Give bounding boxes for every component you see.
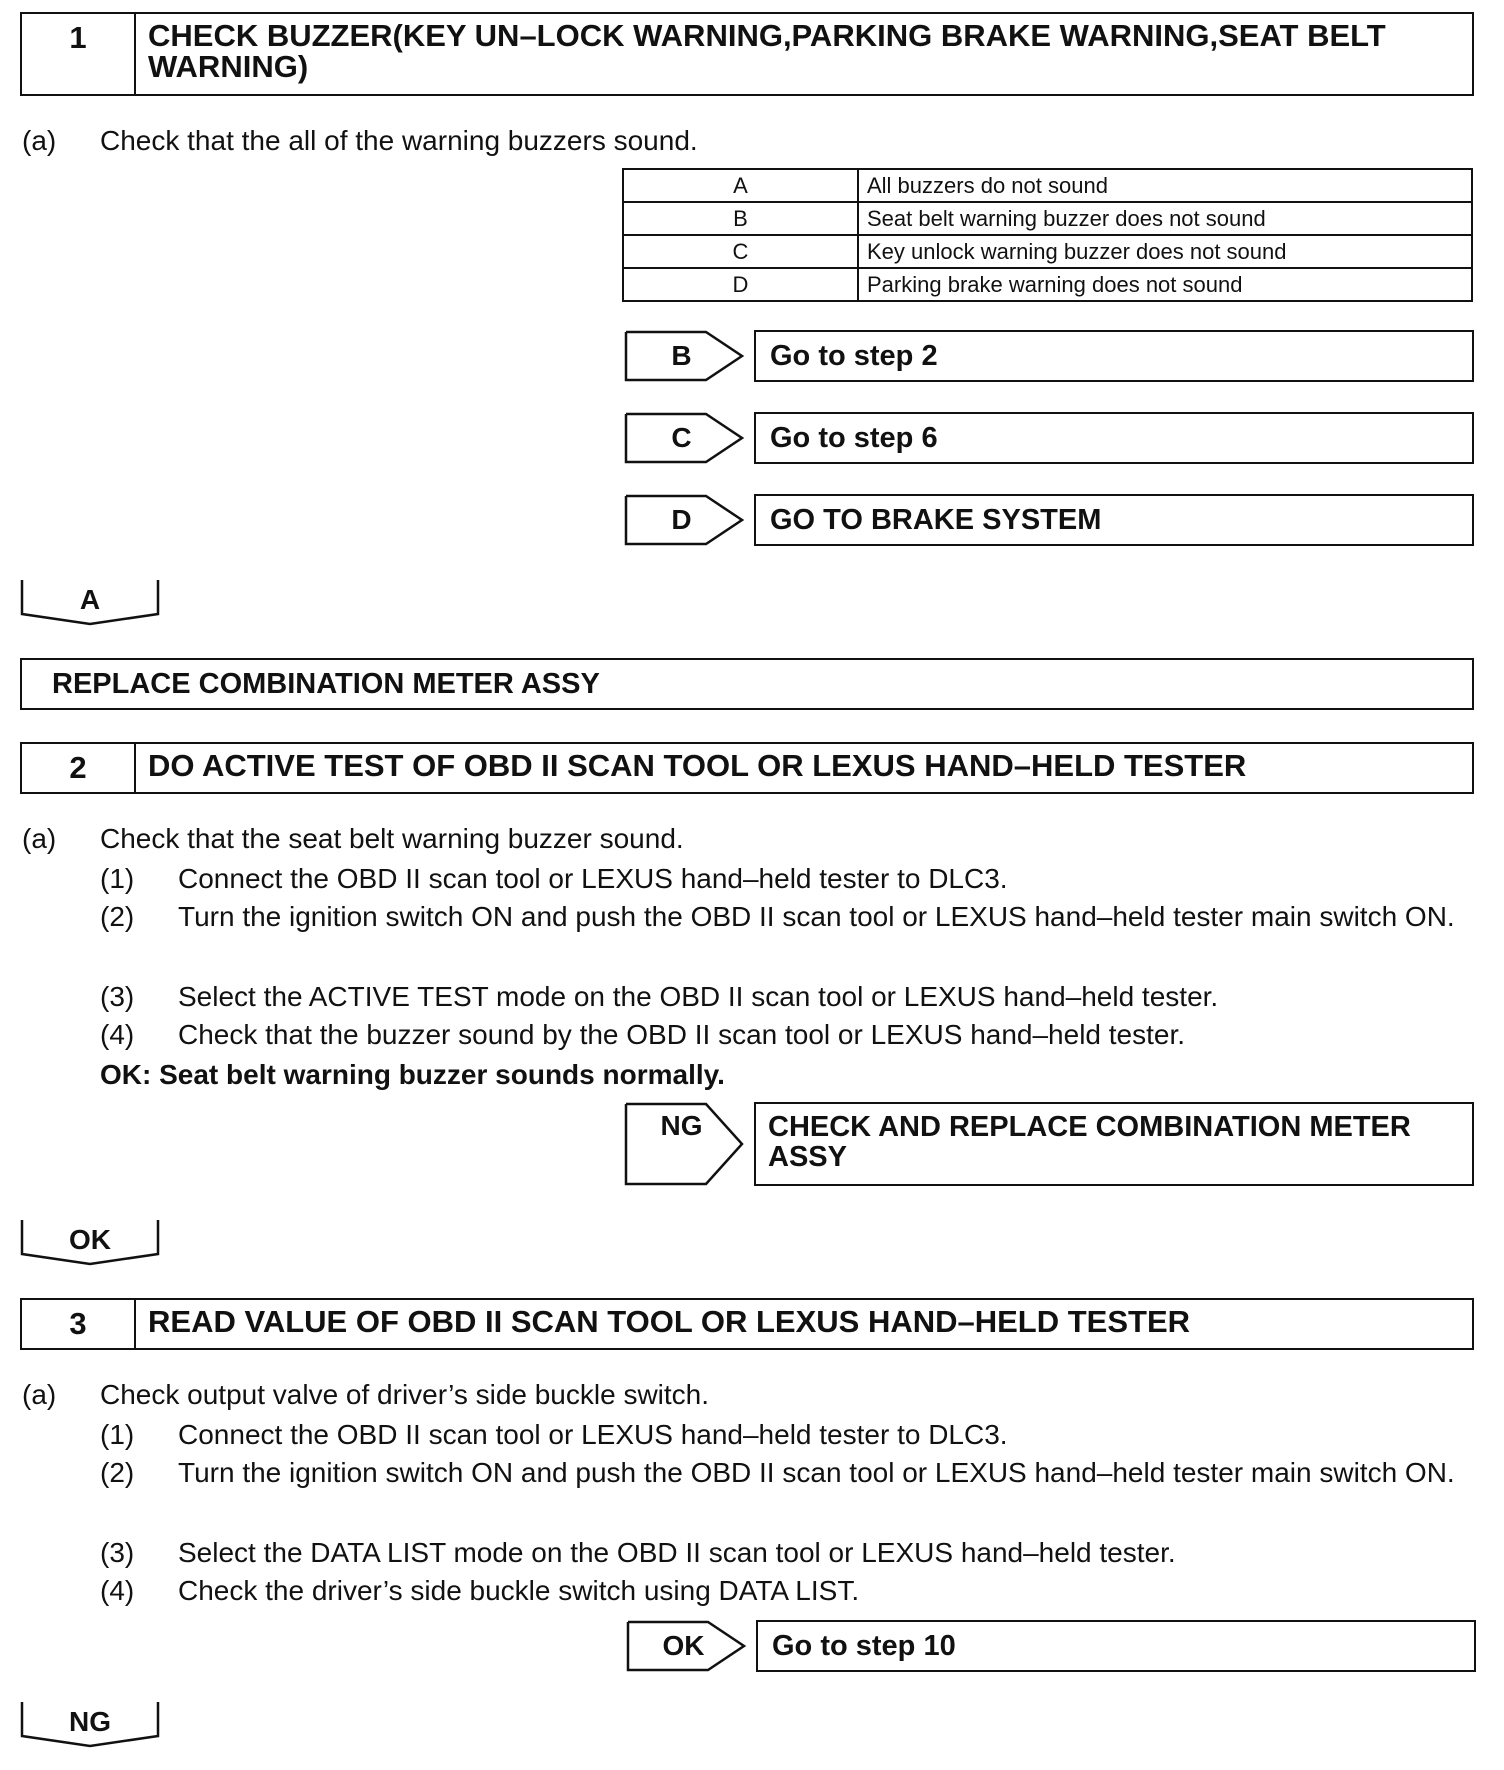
- branch-b: [624, 330, 1474, 382]
- step-title: READ VALUE OF OBD II SCAN TOOL OR LEXUS HAND–HELD TESTER: [148, 1304, 1191, 1339]
- step-title: CHECK BUZZER(KEY UN–LOCK WARNING,PARKING BRAKE WARNING,SEAT BELT WARNING): [148, 18, 1386, 84]
- item-text: Check that the seat belt warning buzzer sound.: [100, 823, 684, 854]
- flow-tab-ng: [20, 1700, 160, 1750]
- branch-target: GO TO BRAKE SYSTEM: [754, 494, 1474, 546]
- result-description: All buzzers do not sound: [858, 169, 1472, 202]
- item-label: (a): [22, 1379, 57, 1410]
- substep-text: Check that the buzzer sound by the OBD II scan tool or LEXUS hand–held tester.: [178, 1019, 1186, 1050]
- substep-number: (2): [100, 901, 135, 932]
- branch-code: OK: [662, 1630, 705, 1661]
- tab-label: NG: [69, 1706, 111, 1737]
- substep-number: (4): [100, 1575, 135, 1606]
- table-row: [623, 202, 1472, 235]
- step-2-header: [20, 742, 1474, 794]
- substep-text: Connect the OBD II scan tool or LEXUS hand–held tester to DLC3.: [178, 863, 1008, 894]
- substep-number: (1): [100, 863, 135, 894]
- branch-d: [624, 494, 1474, 546]
- step-3-header: [20, 1298, 1474, 1350]
- substep-number: (3): [100, 1537, 135, 1568]
- branch-target: Go to step 2: [754, 330, 1474, 382]
- branch-ok: [626, 1620, 1476, 1672]
- step-number: 3: [22, 1300, 136, 1348]
- substep-number: (2): [100, 1457, 135, 1488]
- result-table: [622, 168, 1473, 302]
- table-row: [623, 268, 1472, 301]
- table-row: [623, 235, 1472, 268]
- substep-text: Connect the OBD II scan tool or LEXUS hand–held tester to DLC3.: [178, 1419, 1008, 1450]
- flow-tab-ok: [20, 1218, 160, 1268]
- step-number: 1: [22, 14, 136, 94]
- tab-label: OK: [69, 1224, 111, 1255]
- result-code: B: [623, 202, 858, 235]
- item-text: Check that the all of the warning buzzers sound.: [100, 125, 698, 156]
- item-label: (a): [22, 823, 57, 854]
- step-1-header: [20, 12, 1474, 96]
- step-title: DO ACTIVE TEST OF OBD II SCAN TOOL OR LEXUS HAND–HELD TESTER: [148, 748, 1247, 783]
- item-label: (a): [22, 125, 57, 156]
- substep-number: (3): [100, 981, 135, 1012]
- step-number: 2: [22, 744, 136, 792]
- substep-text: Select the ACTIVE TEST mode on the OBD II scan tool or LEXUS hand–held tester.: [178, 981, 1219, 1012]
- substep-text: Check the driver’s side buckle switch using DATA LIST.: [178, 1575, 860, 1606]
- substep-number: (4): [100, 1019, 135, 1050]
- result-description: Parking brake warning does not sound: [858, 268, 1472, 301]
- branch-ng: [624, 1102, 1474, 1186]
- action-box: REPLACE COMBINATION METER ASSY: [20, 658, 1474, 710]
- branch-target: CHECK AND REPLACE COMBINATION METER ASSY: [754, 1102, 1474, 1186]
- substep-text: Select the DATA LIST mode on the OBD II scan tool or LEXUS hand–held tester.: [178, 1537, 1176, 1568]
- result-description: Key unlock warning buzzer does not sound: [858, 235, 1472, 268]
- result-code: A: [623, 169, 858, 202]
- table-row: [623, 169, 1472, 202]
- branch-code: C: [671, 422, 692, 453]
- branch-code: B: [671, 340, 692, 371]
- substep-text: Turn the ignition switch ON and push the OBD II scan tool or LEXUS hand–held tester main switch ON.: [178, 1457, 1455, 1488]
- substep-text: Turn the ignition switch ON and push the OBD II scan tool or LEXUS hand–held tester main switch ON.: [178, 901, 1455, 932]
- substep-number: (1): [100, 1419, 135, 1450]
- branch-code: D: [671, 504, 692, 535]
- item-text: Check output valve of driver’s side buckle switch.: [100, 1379, 710, 1410]
- ok-criteria: OK: Seat belt warning buzzer sounds normally.: [100, 1059, 725, 1090]
- branch-c: [624, 412, 1474, 464]
- flow-tab-a: [20, 578, 160, 628]
- result-description: Seat belt warning buzzer does not sound: [858, 202, 1472, 235]
- result-code: C: [623, 235, 858, 268]
- branch-code: NG: [660, 1110, 703, 1141]
- result-code: D: [623, 268, 858, 301]
- tab-label: A: [79, 584, 101, 615]
- branch-target: Go to step 10: [756, 1620, 1476, 1672]
- branch-target: Go to step 6: [754, 412, 1474, 464]
